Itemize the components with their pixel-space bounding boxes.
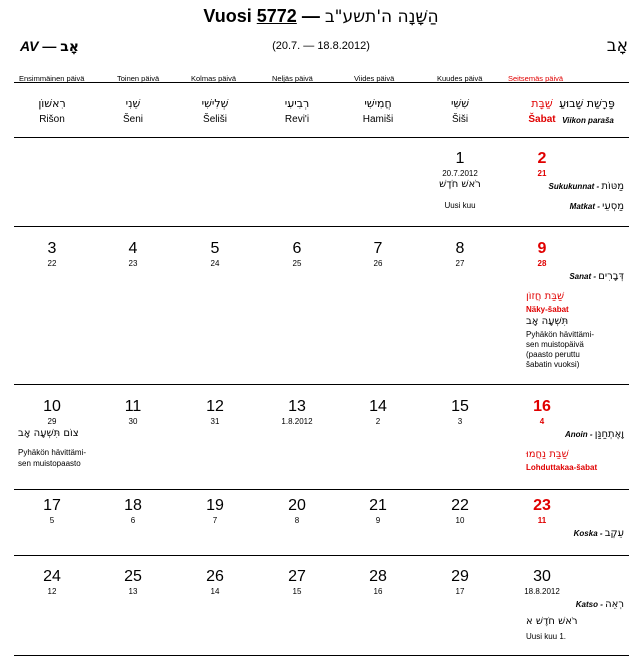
day-number: 5 xyxy=(210,240,220,257)
weekday-latin: Hamiši xyxy=(362,114,394,125)
parasha-dash: - xyxy=(595,202,603,211)
day-secular-date: 24 xyxy=(210,259,220,268)
parasha-entry xyxy=(569,271,624,282)
parasha-latin: Sanat xyxy=(569,272,592,281)
day-secular-date: 3 xyxy=(457,417,463,426)
day-secular-date: 21 xyxy=(537,169,547,178)
week-divider xyxy=(14,384,629,385)
parasha-latin: Matkat xyxy=(569,202,596,211)
weekday-latin: Šiši xyxy=(451,114,469,125)
parasha-latin: Anoin xyxy=(564,430,588,439)
weekday-hebrew: שַׁבָּת xyxy=(531,97,553,110)
parasha-dash: - xyxy=(598,600,606,609)
day-number: 18 xyxy=(124,497,142,514)
day-hebrew-note: רֹאשׁ חֹדֶשׁ xyxy=(439,179,481,190)
parasha-entry xyxy=(565,429,624,440)
day-secular-date: 1.8.2012 xyxy=(281,417,313,426)
day-secular-date: 16 xyxy=(373,587,383,596)
parasha-entry xyxy=(549,181,624,192)
parasha-header-hebrew: פָּרָשַׁת שָׁבוּעַ xyxy=(559,97,615,110)
day-number: 27 xyxy=(288,568,306,585)
day-secular-date: 26 xyxy=(373,259,383,268)
day-secular-date: 22 xyxy=(47,259,57,268)
week-divider xyxy=(14,655,629,656)
day-number: 14 xyxy=(369,398,387,415)
day-hebrew-note: צוֹם תִּשְׁעָה אָב xyxy=(18,428,79,439)
day-number: 23 xyxy=(533,497,551,514)
shabbat-name: Lohduttakaa-šabat xyxy=(526,463,598,472)
day-number: 26 xyxy=(206,568,224,585)
day-number: 15 xyxy=(451,398,469,415)
day-secular-date: 14 xyxy=(210,587,220,596)
parasha-header-latin: Viikon paraša xyxy=(562,116,614,125)
day-number: 16 xyxy=(533,398,551,415)
weekday-label: Ensimmäinen päivä xyxy=(19,74,85,83)
fast-note-line: sen muistopäivä xyxy=(526,340,584,349)
day-secular-date: 23 xyxy=(128,259,138,268)
day-number: 28 xyxy=(369,568,387,585)
parasha-entry xyxy=(576,599,624,610)
day-secular-date: 9 xyxy=(375,516,381,525)
day-note-line: Pyhäkön hävittämi- xyxy=(18,448,87,457)
month-separator: — xyxy=(42,38,57,54)
month-hebrew-right: אָב xyxy=(606,36,628,56)
weekday-label: Viides päivä xyxy=(354,74,395,83)
day-secular-date: 31 xyxy=(210,417,220,426)
weekday-latin: Šabat xyxy=(528,114,556,125)
weekday-label: Kolmas päivä xyxy=(191,74,237,83)
day-note-line: sen muistopaasto xyxy=(18,459,81,468)
weekday-hebrew: שֵׁנִי xyxy=(125,97,141,110)
day-number: 2 xyxy=(537,150,547,167)
weekday-latin: Revi'i xyxy=(284,114,310,125)
month-hebrew: אָב xyxy=(60,39,79,55)
day-number: 3 xyxy=(47,240,57,257)
parasha-hebrew: מַסְעֵי xyxy=(602,201,624,212)
day-number: 20 xyxy=(288,497,306,514)
day-number: 4 xyxy=(128,240,138,257)
day-secular-date: 5 xyxy=(49,516,55,525)
day-number: 7 xyxy=(373,240,383,257)
parasha-entry xyxy=(570,201,624,212)
parasha-hebrew: מַטּוֹת xyxy=(601,181,624,192)
day-secular-date: 29 xyxy=(47,417,57,426)
shabbat-name-hebrew: שַׁבַּת נַחֲמוּ xyxy=(526,449,569,460)
day-number: 17 xyxy=(43,497,61,514)
day-secular-date: 8 xyxy=(294,516,300,525)
weekday-hebrew: שְׁלִישִׁי xyxy=(201,97,229,110)
weekday-label: Neljäs päivä xyxy=(272,74,313,83)
day-secular-date: 4 xyxy=(539,417,545,426)
parasha-latin: Katso xyxy=(575,600,599,609)
title-dash: — xyxy=(301,6,320,26)
day-number: 6 xyxy=(292,240,302,257)
day-number: 19 xyxy=(206,497,224,514)
day-secular-date: 28 xyxy=(537,259,547,268)
day-number: 11 xyxy=(124,398,142,415)
day-number: 30 xyxy=(533,568,551,585)
day-number: 1 xyxy=(455,150,465,167)
parasha-dash: - xyxy=(597,529,605,538)
weekday-latin: Šeni xyxy=(122,114,143,125)
parasha-latin: Sukukunnat xyxy=(548,182,595,191)
weekday-hebrew: רְבִיעִי xyxy=(284,97,310,110)
day-number: 25 xyxy=(124,568,142,585)
day-number: 9 xyxy=(537,240,547,257)
parasha-dash: - xyxy=(587,430,595,439)
fast-hebrew: תִּשְׁעָה אָב xyxy=(526,316,569,327)
parasha-dash: - xyxy=(594,182,602,191)
weekday-latin: Rišon xyxy=(39,114,65,125)
day-number: 29 xyxy=(451,568,469,585)
parasha-dash: - xyxy=(591,272,599,281)
day-number: 12 xyxy=(206,398,224,415)
parasha-hebrew: דְּבָרִים xyxy=(598,271,624,282)
date-range: (20.7. — 18.8.2012) xyxy=(272,40,370,52)
weekday-hebrew: רִאשׁוֹן xyxy=(38,97,66,110)
day-secular-date: 17 xyxy=(455,587,465,596)
fast-note-line: (paasto peruttu xyxy=(526,350,580,359)
day-note: Uusi kuu xyxy=(444,201,476,210)
title-prefix: Vuosi xyxy=(203,6,252,26)
day-secular-date: 6 xyxy=(130,516,136,525)
parasha-latin: Koska xyxy=(573,529,598,538)
fast-note-line: Pyhäkön hävittämi- xyxy=(526,330,595,339)
shabbat-name: Näky-šabat xyxy=(526,305,569,314)
day-secular-date: 15 xyxy=(292,587,302,596)
day-number: 22 xyxy=(451,497,469,514)
day-number: 8 xyxy=(455,240,465,257)
week-divider xyxy=(14,555,629,556)
week-divider xyxy=(14,489,629,490)
day-secular-date: 18.8.2012 xyxy=(524,587,560,596)
weekday-hebrew: חֲמִישִׁי xyxy=(364,97,392,110)
weekday-latin: Šeliši xyxy=(203,114,227,125)
rosh-chodesh-hebrew: רֹאשׁ חֹדֶשׁ א xyxy=(526,616,578,627)
day-secular-date: 25 xyxy=(292,259,302,268)
weekday-label: Kuudes päivä xyxy=(437,74,483,83)
day-secular-date: 12 xyxy=(47,587,57,596)
day-secular-date: 30 xyxy=(128,417,138,426)
day-secular-date: 27 xyxy=(455,259,465,268)
fast-note-line: šabatin vuoksi) xyxy=(526,360,580,369)
day-number: 10 xyxy=(43,398,61,415)
shabbat-name-hebrew: שַׁבַּת חֲזוֹן xyxy=(526,291,565,302)
day-secular-date: 2 xyxy=(375,417,381,426)
day-secular-date: 10 xyxy=(455,516,465,525)
page-title xyxy=(0,6,642,27)
day-secular-date: 7 xyxy=(212,516,218,525)
parasha-hebrew: וָאֶתְחַנַּן xyxy=(594,429,624,440)
day-number: 24 xyxy=(43,568,61,585)
rosh-chodesh-note: Uusi kuu 1. xyxy=(526,632,567,641)
day-secular-date: 11 xyxy=(537,516,547,525)
parasha-hebrew: רְאֵה xyxy=(605,599,624,610)
year-number: 5772 xyxy=(256,6,297,26)
hebrew-year: הַשָּׁנָה ה'תשע"ב xyxy=(324,7,439,27)
weekday-hebrew: שִׁשִּׁי xyxy=(450,97,470,110)
week-divider xyxy=(14,226,629,227)
day-number: 13 xyxy=(288,398,306,415)
parasha-entry xyxy=(574,528,624,539)
day-secular-date: 13 xyxy=(128,587,138,596)
parasha-hebrew: עֵקֶב xyxy=(604,528,624,539)
week-divider xyxy=(14,137,629,138)
weekday-label: Toinen päivä xyxy=(117,74,160,83)
day-secular-date: 20.7.2012 xyxy=(442,169,478,178)
month-latin: AV xyxy=(20,38,39,54)
weekday-label: Seitsemäs päivä xyxy=(508,74,564,83)
day-number: 21 xyxy=(369,497,387,514)
